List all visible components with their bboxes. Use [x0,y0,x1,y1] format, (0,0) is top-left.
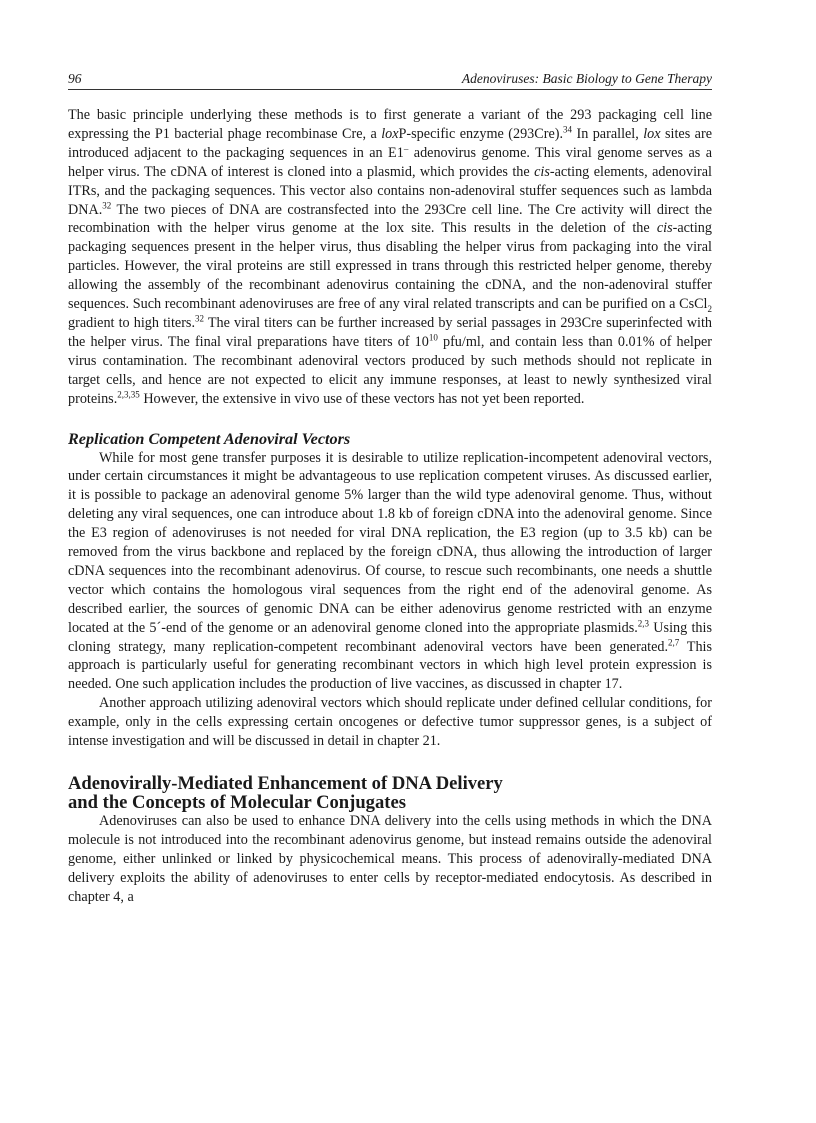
running-header [68,71,712,90]
running-title: Adenoviruses: Basic Biology to Gene Therapy [461,71,712,86]
citation: 2,3,35 [117,388,140,399]
citation: 2,7 [668,636,680,647]
citation: 34 [563,124,573,135]
page-number: 96 [68,71,82,86]
paragraph-conditional-replication: Another approach utilizing adenoviral vectors which should replicate under defined cellular conditions, for example, only in the cells expressing certain oncogenes or defective tumor suppressor genes, is a subject of intense investigation and will be discussed in detail in chapter 21. [68,695,712,750]
paragraph-replication-competent: While for most gene transfer purposes it is desirable to utilize replication-incompetent adenoviral vectors, under certain circumstances it might be advantageous to use replication competent viruses. As discussed earlier, it is possible to package an adenoviral genome 5% larger than the wild type adenoviral genome. Thus, without deleting any viral sequences, one can introduce about 1.8 kb of foreign cDNA into the adenoviral genome. Since the E3 region of adenoviruses is not needed for viral DNA replication, the E3 region (up to 3.5 kb) can be removed from the virus backbone and replaced by the foreign cDNA, thus allowing the introduction of larger cDNA sequences into the recombinant adenovirus. Of course, to rescue such recombinants, one needs a shuttle vector which contains the homologous viral sequences from the right end of the adenoviral genome. As described earlier, the sources of genomic DNA can be either adenovirus genome restricted with an enzyme located at the 5´-end of the genome or an adenoviral genome cloned into the appropriate plasmids.$^{2,3}$ Using this cloning strategy, many replication-competent recombinant adenoviral vectors have been generated.$^{2,7}$ This approach is particularly useful for generating recombinant vectors in which high level protein expression is needed. One such application includes the production of live vaccines, as discussed in chapter 17. [68,449,713,693]
citation: 32 [102,199,112,210]
subsection-heading: Replication Competent Adenoviral Vectors [68,429,351,448]
citation: 32 [195,313,204,324]
paragraph-dna-delivery: Adenoviruses can also be used to enhance DNA delivery into the cells using methods in which the DNA molecule is not introduced into the recombinant adenovirus genome, but instead remains outside the adenoviral genome, either unlinked or linked by physicochemical means. This process of adenovirally-mediated DNA delivery exploits the ability of adenoviruses to enter cells by receptor-mediated endocytosis. As described in chapter 4, a [68,813,712,905]
section-heading: Adenovirally-Mediated Enhancement of DNA Delivery and the Concepts of Molecular Conjugates [68,773,503,813]
paragraph-cre-lox: The basic principle underlying these methods is to first generate a variant of the 293 packaging cell line expressing the P1 bacterial phage recombinase Cre, a loxP-specific enzyme (293Cre).$^{34}$ In parallel, lox sites are introduced adjacent to the packaging sequences in an E1– adenovirus genome. This viral genome serves as a helper virus. The cDNA of interest is cloned into a plasmid, which provides the cis-acting elements, adenoviral ITRs, and the packaging sequences. This vector also contains non-adenoviral stuffer sequences such as lambda DNA.$^{32}$ The two pieces of DNA are costransfected into the 293Cre cell line. The Cre activity will direct the recombination with the helper virus genome at the lox site. This results in the deletion of the cis-acting packaging sequences present in the helper virus, thus disabling the helper virus from packaging into the viral particles. However, the viral proteins are still expressed in trans through this restricted helper genome, thereby allowing the assembly of the recombinant adenovirus containing the cDNA, and the non-adenoviral stuffer sequences. Such recombinant adenoviruses are free of any viral related transcripts and can be purified on a CsCl$_2$ gradient to high titers.$^{32}$ The viral titers can be further increased by serial passages in 293Cre superinfected with the helper virus. The final viral preparations have titers of $10^{10}$ pfu/ml, and contain less than 0.01% of helper virus contamination. The recombinant adenoviral vectors produced by such methods should not replicate in target cells, and hence are not expected to elicit any immune responses, at least to newly synthesized viral proteins.$^{2,3,35}$ However, the extensive in vivo use of these vectors has not yet been reported. [68,107,712,407]
citation: 2,3 [637,617,650,628]
page-content [68,106,712,907]
